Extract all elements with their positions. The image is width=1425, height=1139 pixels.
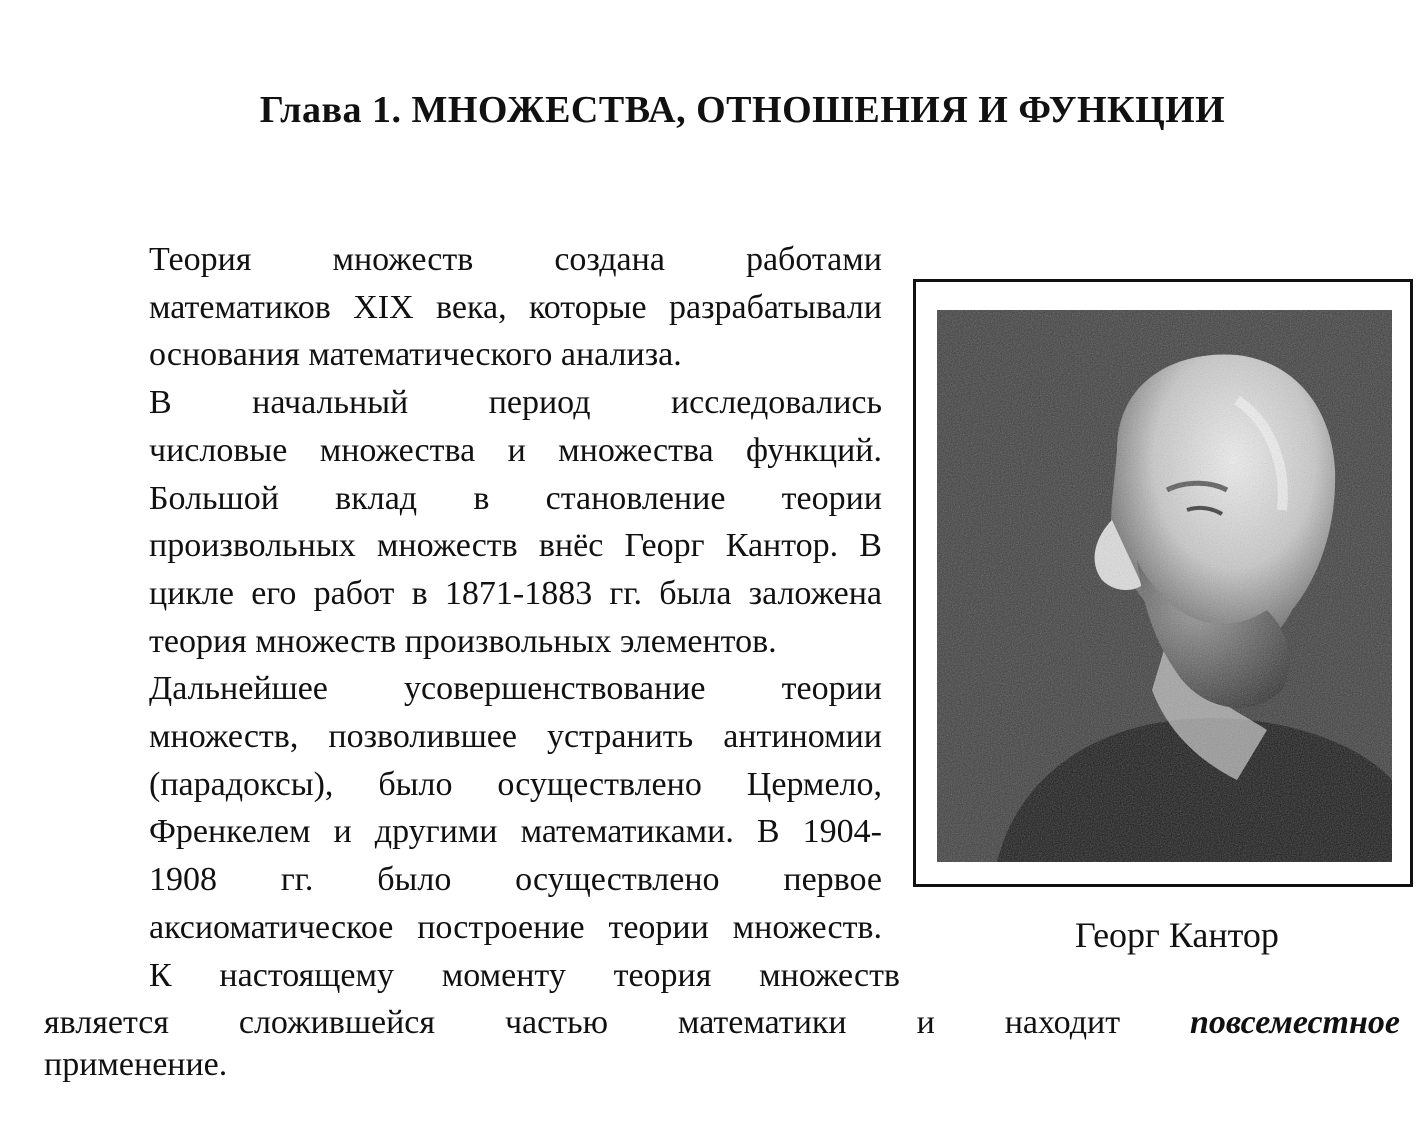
text-line: множеств, позволившее устранить антиномии [149,718,882,756]
text-line: 1908 гг. было осуществлено первое [149,861,882,899]
final-line [44,999,1400,1047]
text-line: основания математического анализа. [149,336,682,374]
text-line: произвольных множеств внёс Георг Кантор. В [149,527,882,565]
portrait-photo [937,310,1392,862]
main-text [44,236,900,999]
text-line: К настоящему моменту теория множеств [149,956,900,994]
chapter-title: Глава 1. МНОЖЕСТВА, ОТНОШЕНИЯ И ФУНКЦИИ [259,89,1226,131]
text-line: аксиоматическое построение теории множеств. [149,908,882,946]
final-word: находит [1004,1004,1121,1041]
emphasized-word: повсеместное [1189,1004,1400,1041]
paragraph-2 [44,379,882,665]
text-line: Теория множеств создана работами [149,241,882,278]
portrait-frame [913,279,1413,887]
final-line-tail [44,1041,1400,1089]
portrait-caption: Георг Кантор [1075,915,1279,955]
final-word: математики [677,1004,847,1041]
text-line: Дальнейшее усовершенствование теории [149,670,882,708]
paragraph-3 [44,665,900,999]
final-word: применение. [44,1046,228,1083]
text-line: теория множеств произвольных элементов. [149,622,777,660]
portrait-illustration [937,310,1392,862]
final-word: частью [504,1004,608,1041]
paragraph-1 [44,236,882,379]
text-line: Френкелем и другими математиками. В 1904- [149,813,882,851]
text-line: цикле его работ в 1871-1883 гг. была заложена [149,574,882,612]
final-word: и [916,1004,935,1041]
text-line: числовые множества и множества функций. [149,431,882,469]
text-line: Большой вклад в становление теории [149,479,882,517]
final-word: сложившейся [238,1004,436,1041]
text-line: (парадоксы), было осуществлено Цермело, [149,765,882,803]
text-line: В начальный период исследовались [149,384,882,422]
text-line: математиков XIX века, которые разрабатывали [149,288,882,326]
final-word: является [44,1004,169,1041]
